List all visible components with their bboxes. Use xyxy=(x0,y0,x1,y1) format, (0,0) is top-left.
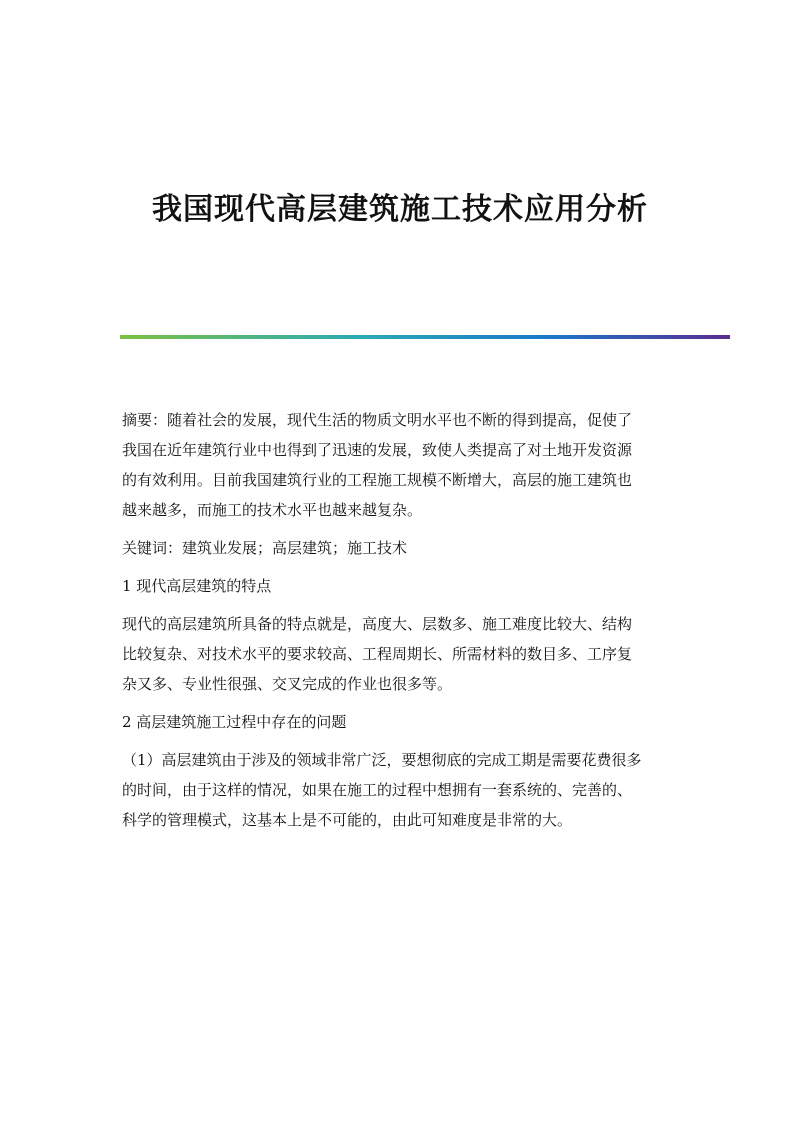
section1-line: 杂又多、专业性很强、交叉完成的作业也很多等。 xyxy=(122,675,453,693)
abstract-line: 我国在近年建筑行业中也得到了迅速的发展，致使人类提高了对土地开发资源 xyxy=(122,441,633,459)
section1-line: 比较复杂、对技术水平的要求较高、工程周期长、所需材料的数目多、工序复 xyxy=(122,645,633,663)
section2-heading-text: 2 高层建筑施工过程中存在的问题 xyxy=(122,713,347,731)
section1-line: 现代的高层建筑所具备的特点就是，高度大、层数多、施工难度比较大、结构 xyxy=(122,615,633,633)
section1-heading-text: 1 现代高层建筑的特点 xyxy=(122,577,272,595)
section2-line: 的时间，由于这样的情况，如果在施工的过程中想拥有一套系统的、完善的、 xyxy=(122,781,633,799)
keywords-paragraph xyxy=(122,533,682,563)
title-divider xyxy=(120,335,730,339)
section2-line: 科学的管理模式，这基本上是不可能的，由此可知难度是非常的大。 xyxy=(122,811,573,829)
keywords-text: 关键词：建筑业发展；高层建筑；施工技术 xyxy=(122,539,408,557)
section2-line: （1）高层建筑由于涉及的领域非常广泛，要想彻底的完成工期是需要花费很多 xyxy=(122,751,642,769)
document-title: 我国现代高层建筑施工技术应用分析 xyxy=(152,192,648,227)
document-body xyxy=(122,405,682,843)
section2-paragraph xyxy=(122,745,682,835)
section1-heading xyxy=(122,571,682,601)
abstract-line: 的有效利用。目前我国建筑行业的工程施工规模不断增大，高层的施工建筑也 xyxy=(122,471,633,489)
abstract-line: 越来越多，而施工的技术水平也越来越复杂。 xyxy=(122,501,423,519)
abstract-paragraph xyxy=(122,405,682,525)
section1-paragraph xyxy=(122,609,682,699)
abstract-line: 摘要：随着社会的发展，现代生活的物质文明水平也不断的得到提高，促使了 xyxy=(122,411,633,429)
section2-heading xyxy=(122,707,682,737)
